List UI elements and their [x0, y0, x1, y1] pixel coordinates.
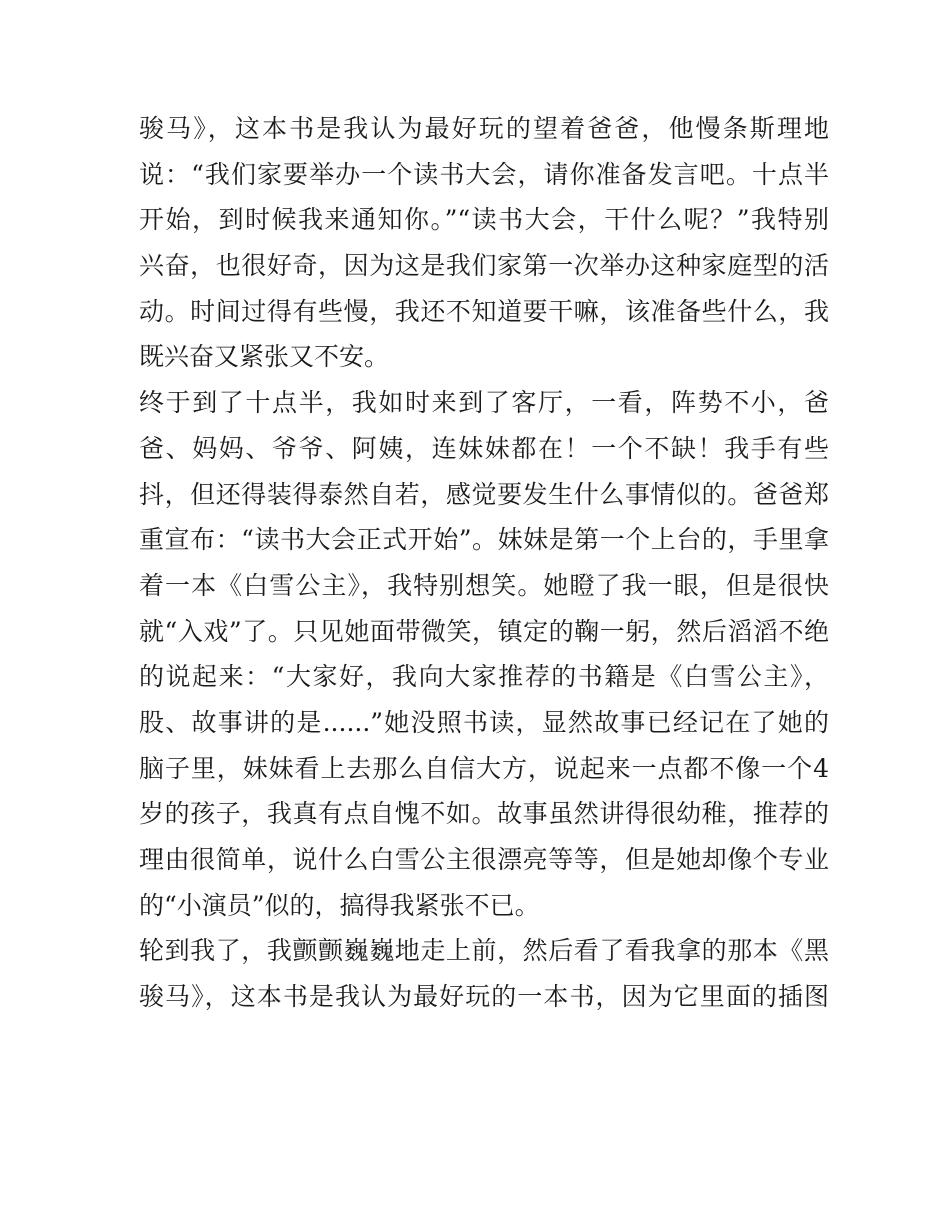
text-line: 骏马》，这本书是我认为最好玩的一本书，因为它里面的插图: [139, 982, 829, 1012]
text-line: 理由很简单，说什么白雪公主很漂亮等等，但是她却像个专业: [139, 845, 829, 874]
text-line: 既兴奋又紧张又不安。: [139, 342, 390, 372]
text-line: 骏马》，这本书是我认为最好玩的望着爸爸，他慢条斯理地: [139, 114, 829, 143]
text-line: 就“入戏”了。只见她面带微笑，镇定的鞠一躬，然后滔滔不绝: [139, 616, 829, 646]
text-line: 脑子里，妹妹看上去那么自信大方，说起来一点都不像一个4: [139, 753, 829, 783]
text-line: 岁的孩子，我真有点自愧不如。故事虽然讲得很幼稚，推荐的: [139, 799, 829, 829]
text-line: 重宣布：“读书大会正式开始”。妹妹是第一个上台的，手里拿: [139, 525, 829, 555]
text-line: 的说起来：“大家好，我向大家推荐的书籍是《白雪公主》，: [139, 662, 829, 692]
text-line: 说：“我们家要举办一个读书大会，请你准备发言吧。十点半: [139, 159, 829, 189]
text-line: 股、故事讲的是......”她没照书读，显然故事已经记在了她的: [139, 707, 829, 737]
text-line: 动。时间过得有些慢，我还不知道要干嘛，该准备些什么，我: [139, 296, 829, 326]
text-line: 兴奋，也很好奇，因为这是我们家第一次举办这种家庭型的活: [139, 251, 829, 281]
text-line: 终于到了十点半，我如时来到了客厅，一看，阵势不小，爸: [139, 388, 829, 418]
text-line: 着一本《白雪公主》，我特别想笑。她瞪了我一眼，但是很快: [139, 570, 829, 600]
text-line: 开始，到时候我来通知你。”“读书大会，干什么呢？”我特别: [139, 205, 829, 235]
text-line: 轮到我了，我颤颤巍巍地走上前，然后看了看我拿的那本《黑: [139, 936, 829, 966]
text-line: 爸、妈妈、爷爷、阿姨，连妹妹都在！一个不缺！我手有些: [139, 433, 829, 463]
text-line: 抖，但还得装得泰然自若，感觉要发生什么事情似的。爸爸郑: [139, 479, 829, 509]
text-line: 的“小演员”似的，搞得我紧张不已。: [139, 890, 540, 920]
body-text: [139, 106, 829, 1020]
